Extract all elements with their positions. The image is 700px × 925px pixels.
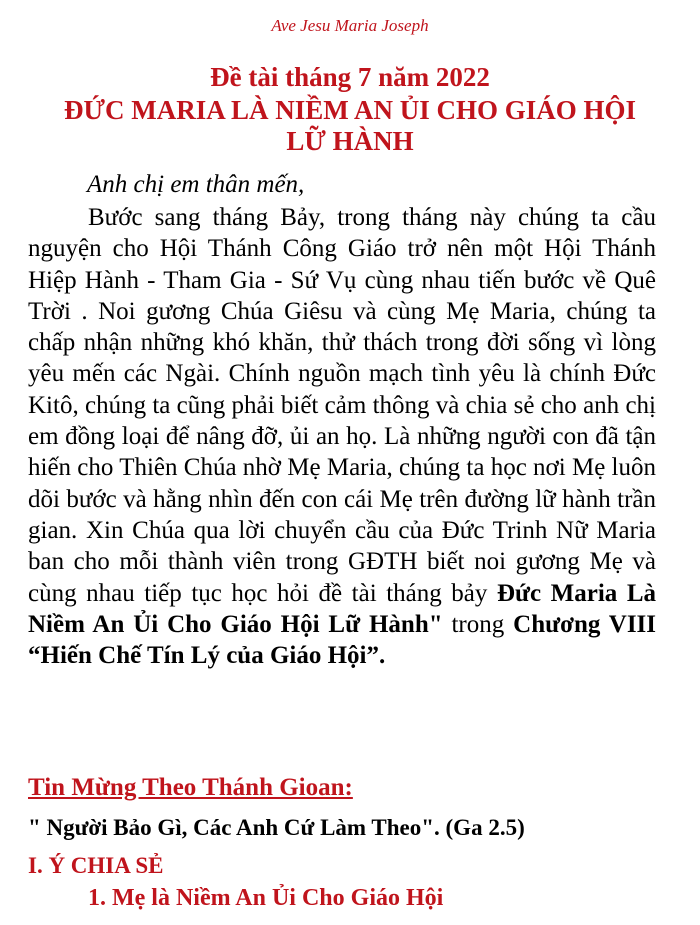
header-motto: Ave Jesu Maria Joseph xyxy=(271,16,429,35)
title-main: ĐỨC MARIA LÀ NIỀM AN ỦI CHO GIÁO HỘI xyxy=(63,95,637,125)
paragraph-ending: . xyxy=(378,642,386,670)
section-heading-sharing: I. Ý CHIA SẺ xyxy=(28,853,164,878)
body-paragraph xyxy=(28,202,656,671)
greeting: Anh chị em thân mến, xyxy=(87,171,305,198)
paragraph-text: Bước sang tháng Bảy, trong tháng này chúng ta cầu nguyện cho Hội Thánh Công Giáo trở nên một Hội Thánh Hiệp Hành - Tham Gia - Sứ Vụ cùng nhau tiến bước về Quê Trời . Noi gương Chúa Giêsu và cùng Mẹ Maria, chúng ta chấp nhận những khó khăn, thử thách trong đời sống vì lòng yêu mến các Ngài. Chính nguồn mạch tình yêu là chính Đức Kitô, chúng ta cũng phải biết cảm thông và chia sẻ cho anh chị em đồng loại để nâng đỡ, ủi an họ. Là những người con đã tận hiến cho Thiên Chúa nhờ Mẹ Maria, chúng ta học nơi Mẹ luôn dõi bước và hằng nhìn đến con cái Mẹ trên đường lữ hành trần gian. Xin Chúa qua lời chuyển cầu của Đức Trinh Nữ Maria ban cho mỗi thành viên trong GĐTH biết noi gương Mẹ và cùng nhau tiếp tục học hỏi đề tài tháng bảy xyxy=(28,204,656,607)
subsection-heading-1: 1. Mẹ là Niềm An Ủi Cho Giáo Hội xyxy=(88,885,444,911)
gospel-heading: Tin Mừng Theo Thánh Gioan: xyxy=(28,774,353,801)
title-month: Đề tài tháng 7 năm 2022 xyxy=(210,62,490,92)
bold-chapter: Chương VIII “Hiến Chế Tín Lý của Giáo Hội” xyxy=(28,610,657,670)
bold-topic: Đức Maria Là Niềm An Ủi Cho Giáo Hội Lữ Hành" xyxy=(28,579,656,638)
paragraph-connector: trong xyxy=(442,610,514,638)
gospel-quote: " Người Bảo Gì, Các Anh Cứ Làm Theo". (Ga 2.5) xyxy=(28,815,525,840)
title-main-continued: LỮ HÀNH xyxy=(286,126,414,156)
